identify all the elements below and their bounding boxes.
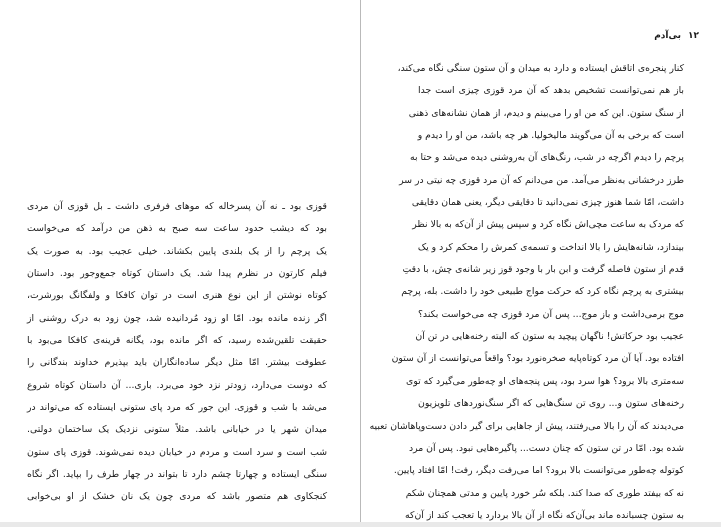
text-line: بیندازد، شانه‌هایش را بالا انداخت و تسمه‌ی کمرش را محکم کرد و یک bbox=[417, 241, 684, 253]
left-page-text bbox=[27, 196, 327, 509]
text-line: یک پرچم را از یک بلندی پایین بکشاند. خیلی عجیب بود. به صورت یک bbox=[27, 245, 327, 257]
text-line: بیشتری به پرچم نگاه کرد که حرکت مواج طبیعی خود را داشت. بله، پرچم bbox=[401, 286, 684, 298]
text-line: میدان شهر یا در خیابانی باشد. مثلاً ستونی نزدیک یک ساختمان دولتی. bbox=[27, 424, 327, 436]
text-line: عجیب بود حرکاتش! ناگهان پیچید به ستون که البته رخنه‌هایی در تن آن bbox=[415, 331, 684, 343]
text-line: شده بود. امّا در تن ستون که چنان دست... پاگیره‌هایی نبود. پس آن مرد bbox=[408, 442, 684, 454]
right-page bbox=[361, 0, 721, 522]
text-line: کنار پنجره‌ی اتاقش ایستاده و دارد به میدان و آن ستون سنگی نگاه می‌کند، bbox=[397, 63, 684, 74]
text-line: سه‌متری بالا برود؟ هوا سرد بود، پس پنجه‌های او چه‌طور می‌گیرد که توی bbox=[406, 375, 684, 387]
text-line: موج برمی‌داشت و باز موج... پس آن مرد قوزی چه می‌خواست بکند؟ bbox=[418, 308, 684, 320]
text-line: می‌شد با شب و قوزی. این جور که مرد پای ستونی ایستاده که می‌تواند در bbox=[27, 402, 327, 414]
text-line: پرچم را دیدم اگرچه در شب، رنگ‌های آن به‌روشنی دیده می‌شد و حتا به bbox=[410, 152, 684, 164]
text-line: که دوست می‌دارد، زودتر نزد خود می‌برد. باری... آن داستان کوتاه شروع bbox=[27, 379, 327, 391]
text-line: به ستون چسبانده ماند بی‌آن‌که نگاه از آن بالا بردارد یا تعجب کند از آن‌که bbox=[405, 509, 684, 521]
right-page-text bbox=[369, 58, 684, 527]
page-number: ۱۲ bbox=[688, 31, 699, 41]
text-line: کوتاه نوشتن از این نوع هنری است در توان کافکا و ولفگانگ بورشرت، bbox=[27, 290, 327, 302]
text-line: قوزی بود ـ نه آن پسرخاله که موهای فرفری داشت ـ بل قوزی آن مردی bbox=[27, 201, 327, 212]
text-line: می‌دیدند که آن را بالا می‌رفتند، پیش از جاهایی برای گیر دادن دست‌وپاهاشان تعبیه bbox=[369, 420, 684, 432]
running-header bbox=[383, 31, 699, 45]
text-line: داشت، امّا شما هنوز چیزی نمی‌دانید تا دقایقی دیگر، یعنی همان دقایقی bbox=[411, 197, 684, 209]
text-line: طرز درخشانی به‌نظر می‌آمد. من می‌دانم که آن مرد قوزی چه نیتی در سر bbox=[399, 174, 684, 186]
text-line: بود که دیشب حدود ساعت سه صبح به ذهن من درآمد که می‌خواست bbox=[27, 223, 327, 235]
text-line: افتاده بود. آیا آن مرد کوتاه‌پایه صخره‌نورد بود؟ واقعاً می‌توانست از آن ستون bbox=[391, 353, 684, 365]
text-line: است که برخی به آن می‌گویند مالیخولیا. هر چه باشد، من او را دیدم و bbox=[417, 130, 684, 142]
text-line: فیلم کارتون در نظرم پیدا شد. یک داستان کوتاه جمع‌وجور بود. داستان bbox=[27, 268, 327, 280]
text-line: سنگی ایستاده و چهارتا چشم دارد تا بتواند در چهار طرف را بپاید. اگر نگاه bbox=[27, 469, 327, 481]
text-line: کوتوله چه‌طور می‌توانست بالا برود؟ اما می‌رفت دیگر، رفت! امّا افتاد پایین. bbox=[393, 465, 684, 477]
text-line: که مردک به ساعت مچی‌اش نگاه کرد و سپس پیش از آن‌که به بالا نظر bbox=[412, 219, 684, 231]
text-line: رخنه‌های ستون و... روی تن سنگ‌هایی که اگر سنگ‌نوردهای تلویزیون bbox=[418, 398, 684, 410]
text-line: عطوفت بیشتر. امّا مثل دیگر ساده‌انگاران باید بپذیرم خداوند بندگانی را bbox=[27, 357, 327, 369]
text-line: کنجکاوی هم متصور باشد که مردی چون یک نان خشک از او بی‌خوابی bbox=[27, 491, 327, 503]
left-page bbox=[0, 0, 360, 522]
text-line: قدم از ستون فاصله گرفت و ابن بار با وجود قوز زیر شانه‌ی چش، با دقتِ bbox=[402, 264, 684, 276]
running-title: بی‌آدم bbox=[654, 31, 681, 41]
text-line: شب است و سرد است و مردم در خیابان دیده نمی‌شوند. قوزی پای ستون bbox=[27, 446, 327, 458]
text-line: نه که بیفتد طوری که صدا کند. بلکه سُر خورد پایین و مدتی همچنان شکم bbox=[405, 487, 684, 499]
text-line: اگر زنده مانده بود. امّا او زود مُردانیده شد، چون زود به درک روشنی از bbox=[27, 312, 327, 324]
text-line: از سنگ ستون. این که من او را می‌بینم و دیدم، از همان نشانه‌های ذهنی bbox=[408, 107, 684, 119]
text-line: باز هم نمی‌توانست تشخیص بدهد که آن مرد قوزی چیزی است جدا bbox=[418, 85, 684, 97]
text-line: حقیقت تلقین‌شده رسید، که اگر مانده بود، یگانه قرینه‌ی کافکا می‌بود با bbox=[27, 335, 327, 347]
